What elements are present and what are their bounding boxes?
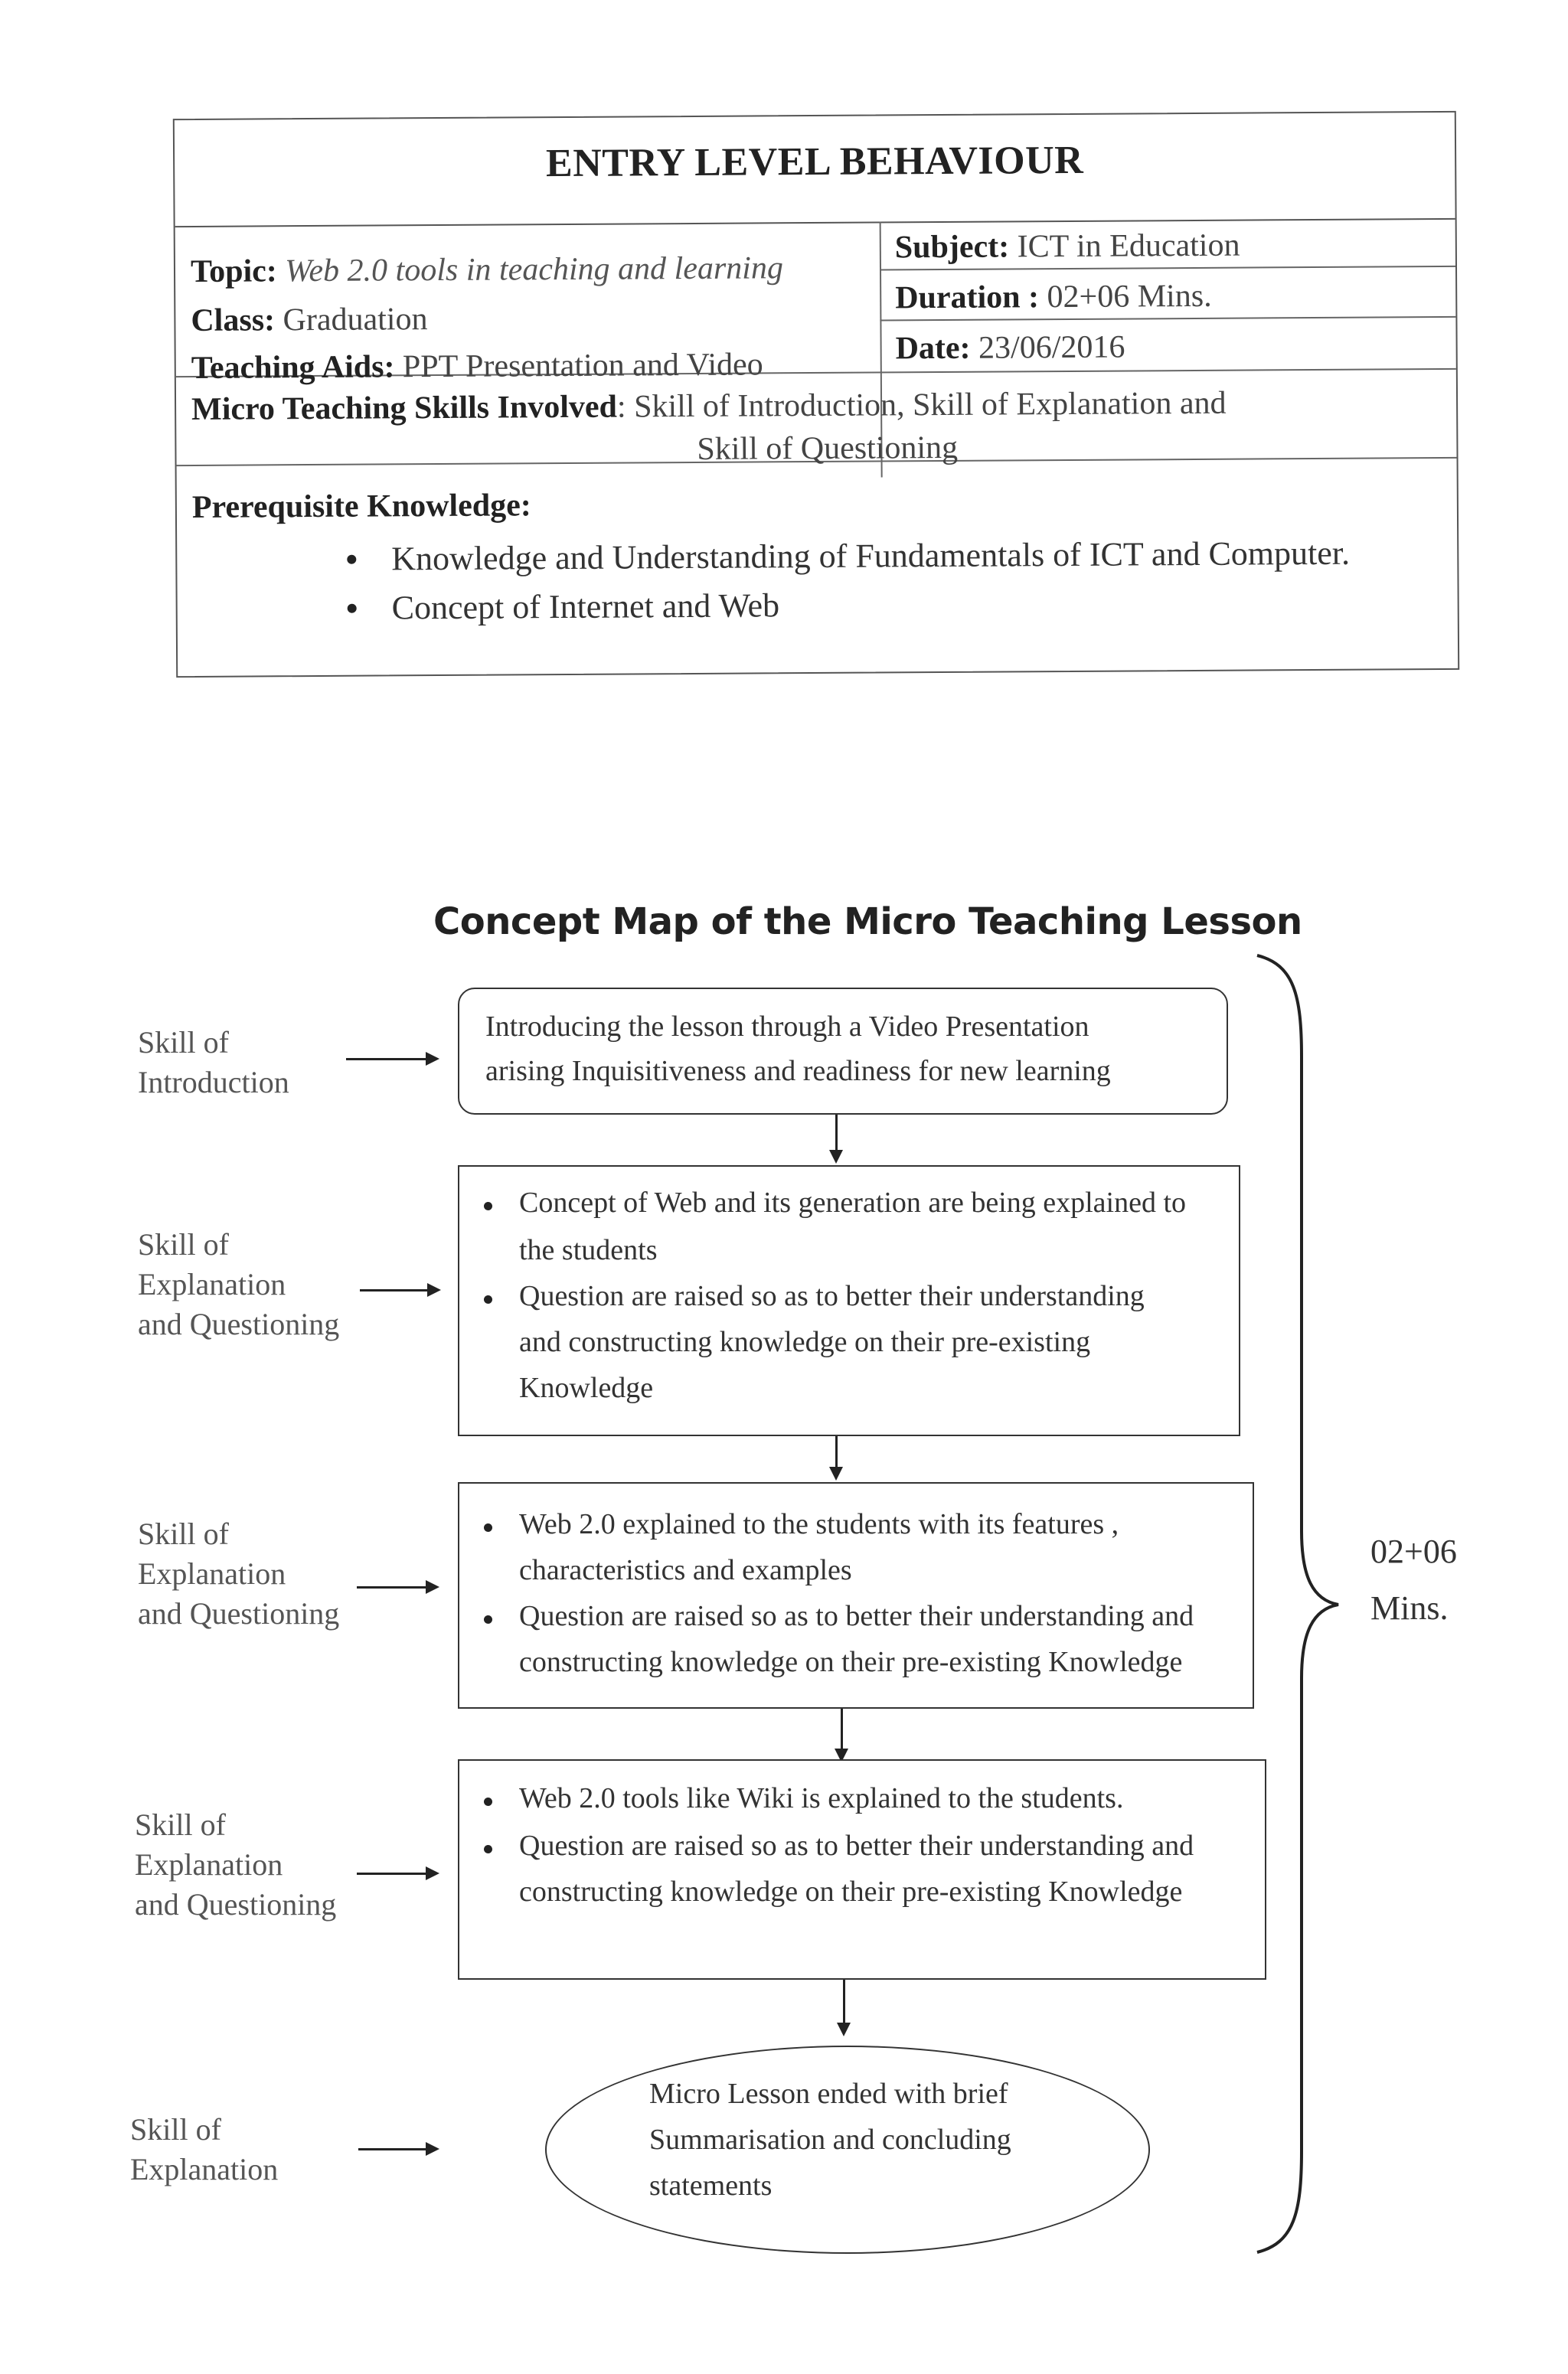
step-box-web2-tools: Web 2.0 tools like Wiki is explained to the students. Question are raised so as to better their understanding and constructing knowledge on their pre-existing Knowledge — [458, 1759, 1266, 1980]
prereq-item: Knowledge and Understanding of Fundamentals of ICT and Computer. — [347, 531, 1350, 582]
step-box-introduction: Introducing the lesson through a Video Presentation arising Inquisitiveness and readiness for new learning — [458, 988, 1228, 1115]
topic-row — [191, 247, 783, 293]
date-label: Date: — [895, 330, 971, 367]
aids-label: Teaching Aids: — [191, 349, 395, 386]
bullet-icon — [484, 1202, 492, 1210]
class-row — [191, 298, 427, 342]
skill-label: Skill of Explanation — [130, 2112, 279, 2186]
bullet-icon — [484, 1295, 492, 1304]
duration-label: Duration : — [895, 279, 1040, 316]
right-arrow-icon — [358, 2148, 436, 2150]
subject-row — [895, 224, 1240, 269]
subject-label: Subject: — [894, 229, 1010, 266]
bullet-icon — [347, 555, 356, 564]
step-box-web-concept: Concept of Web and its generation are being explained to the students Question are raised so as to better their understanding and constructing knowledge on their pre-existing Knowledge — [458, 1165, 1240, 1436]
date-value: 23/06/2016 — [978, 329, 1125, 366]
concept-map-title: Concept Map of the Micro Teaching Lesson — [433, 900, 1302, 943]
duration-row — [895, 275, 1212, 320]
topic-value: Web 2.0 tools in teaching and learning — [285, 250, 784, 289]
step-box-web2: Web 2.0 explained to the students with its features , characteristics and examples Question are raised so as to better their understanding and constructing knowledge on their pre-existing Knowledge — [458, 1482, 1254, 1709]
prereq-item: Concept of Internet and Web — [348, 583, 780, 630]
skills-row — [191, 382, 1227, 431]
skill-label: Skill of Explanation and Questioning — [138, 1517, 340, 1631]
bullet-icon — [484, 1798, 492, 1806]
right-brace-icon — [1248, 949, 1348, 2258]
down-arrow-icon — [841, 1709, 843, 1759]
duration-value: 02+06 Mins. — [1047, 278, 1212, 315]
bullet-icon — [484, 1523, 492, 1532]
down-arrow-icon — [843, 1980, 845, 2033]
right-arrow-icon — [346, 1058, 436, 1060]
class-label: Class: — [191, 302, 276, 338]
aids-row — [191, 343, 763, 390]
bullet-icon — [484, 1615, 492, 1624]
right-arrow-icon — [360, 1289, 438, 1291]
conclusion-ellipse: Micro Lesson ended with brief Summarisation and concluding statements — [545, 2046, 1150, 2254]
total-duration: 02+06 Mins. — [1370, 1533, 1457, 1627]
skill-label: Skill of Introduction — [138, 1025, 289, 1099]
skills-label: Micro Teaching Skills Involved — [191, 389, 618, 427]
right-arrow-icon — [357, 1873, 436, 1875]
table-title: ENTRY LEVEL BEHAVIOUR — [175, 113, 1455, 227]
down-arrow-icon — [835, 1115, 838, 1161]
skills-row-cont — [697, 426, 958, 471]
prereq-heading — [192, 484, 531, 529]
class-value: Graduation — [283, 302, 428, 338]
topic-label: Topic: — [190, 253, 277, 289]
skills-value-1: : Skill of Introduction, Skill of Explanation and — [616, 385, 1227, 425]
aids-value: PPT Presentation and Video — [402, 347, 763, 385]
down-arrow-icon — [835, 1436, 838, 1478]
entry-level-table — [173, 111, 1459, 678]
subject-value: ICT in Education — [1017, 227, 1240, 265]
bullet-icon — [348, 604, 357, 613]
date-row — [895, 326, 1125, 371]
skill-label: Skill of Explanation and Questioning — [138, 1227, 340, 1341]
skill-label: Skill of Explanation and Questioning — [135, 1807, 337, 1922]
skills-value-2: Skill of Questioning — [697, 429, 959, 467]
bullet-icon — [484, 1845, 492, 1853]
prereq-label: Prerequisite Knowledge: — [191, 488, 531, 525]
right-arrow-icon — [357, 1586, 436, 1589]
